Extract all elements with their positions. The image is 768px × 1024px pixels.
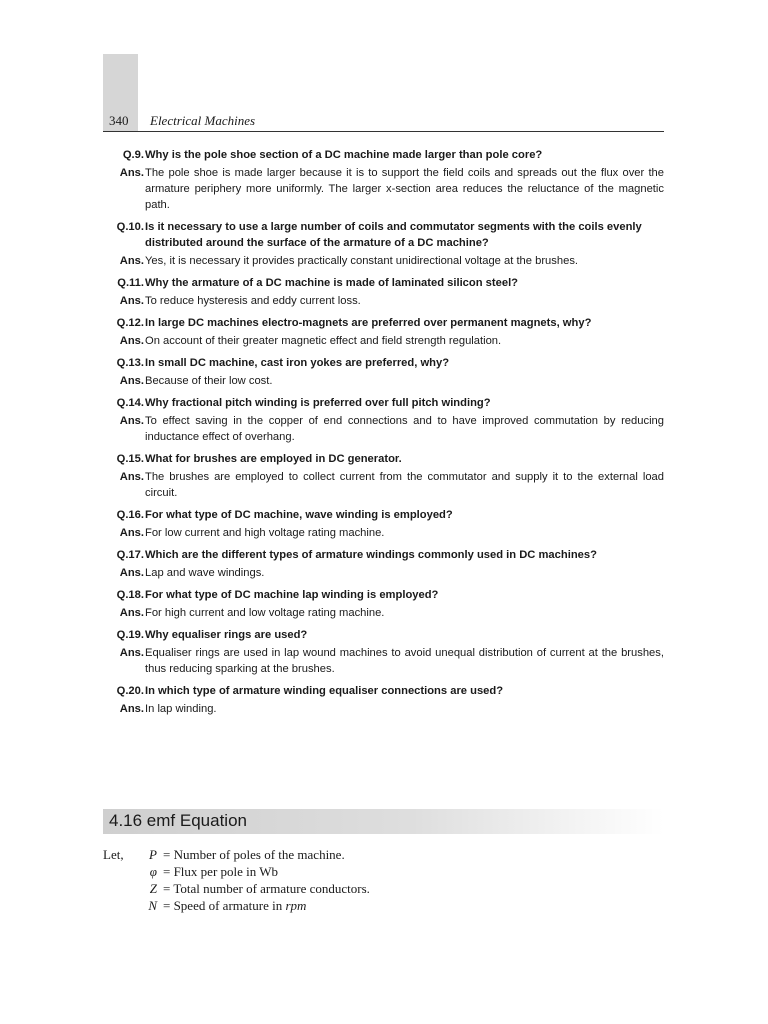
question-number: Q.12. [116, 317, 144, 329]
qa-item [104, 147, 664, 213]
answer-label: Ans. [119, 295, 144, 307]
variable-symbol: P [149, 847, 157, 862]
qa-item [104, 547, 664, 581]
variable-definition [103, 863, 664, 880]
question-text: In large DC machines electro-magnets are preferred over permanent magnets, why? [145, 317, 592, 329]
question-number: Q.17. [116, 549, 144, 561]
emf-variable-definitions [103, 846, 664, 914]
question-text: In small DC machine, cast iron yokes are preferred, why? [145, 357, 450, 369]
answer-label: Ans. [119, 471, 144, 483]
variable-symbol: N [148, 898, 157, 913]
question-number: Q.11. [117, 277, 144, 289]
qa-item [104, 355, 664, 389]
variable-description: = Number of poles of the machine. [163, 847, 345, 862]
answer-text: Because of their low cost. [145, 375, 273, 387]
question-text: Why fractional pitch winding is preferred over full pitch winding? [145, 397, 491, 409]
answer-label: Ans. [119, 415, 144, 427]
answer-label: Ans. [119, 527, 144, 539]
qa-item [104, 683, 664, 717]
question-text: What for brushes are employed in DC generator. [145, 453, 402, 465]
question-number: Q.19. [116, 629, 144, 641]
qa-item [104, 219, 664, 269]
section-title: 4.16 emf Equation [109, 811, 247, 830]
question-number: Q.14. [116, 397, 144, 409]
answer-label: Ans. [119, 375, 144, 387]
answer-label: Ans. [119, 607, 144, 619]
qa-item [104, 451, 664, 501]
question-text: For what type of DC machine lap winding is employed? [145, 589, 439, 601]
answer-text: In lap winding. [145, 703, 217, 715]
answer-label: Ans. [119, 255, 144, 267]
qa-list [104, 147, 664, 723]
variable-definition [103, 846, 664, 863]
answer-label: Ans. [119, 647, 144, 659]
variable-symbol: φ [149, 864, 157, 879]
question-text: Which are the different types of armature windings commonly used in DC machines? [145, 549, 597, 561]
question-number: Q.13. [116, 357, 144, 369]
page-number: 340 [109, 113, 129, 128]
answer-text: For high current and low voltage rating machine. [145, 607, 385, 619]
question-number: Q.16. [116, 509, 144, 521]
answer-label: Ans. [119, 703, 144, 715]
answer-label: Ans. [119, 335, 144, 347]
variable-definition [103, 897, 664, 914]
unit-label: rpm [285, 898, 307, 913]
variable-symbol: Z [149, 881, 157, 896]
question-text: Why equaliser rings are used? [145, 629, 308, 641]
variable-description: = Total number of armature conductors. [163, 881, 370, 896]
answer-text: Yes, it is necessary it provides practically constant unidirectional voltage at the brushes. [145, 255, 579, 267]
answer-text: On account of their greater magnetic effect and field strength regulation. [145, 335, 502, 347]
qa-item [104, 587, 664, 621]
section-heading-bar [103, 809, 664, 834]
question-text: Why is the pole shoe section of a DC machine made larger than pole core? [145, 149, 543, 161]
question-number: Q.18. [116, 589, 144, 601]
answer-text: Equaliser rings are used in lap wound machines to avoid unequal distribution of current at the brushes, thus reducing sparking at the brushes. [145, 647, 664, 675]
answer-text: To reduce hysteresis and eddy current loss. [145, 295, 361, 307]
book-title: Electrical Machines [150, 113, 256, 128]
let-label: Let, [103, 847, 124, 862]
running-header [103, 110, 664, 132]
answer-label: Ans. [119, 167, 144, 179]
question-text: In which type of armature winding equaliser connections are used? [145, 685, 504, 697]
qa-item [104, 507, 664, 541]
answer-text: Lap and wave windings. [145, 567, 265, 579]
question-number: Q.9. [122, 149, 144, 161]
variable-description: = Speed of armature in [163, 898, 286, 913]
qa-item [104, 395, 664, 445]
question-text: Is it necessary to use a large number of coils and commutator segments with the coils evenly distributed around the surface of the armature of a DC machine? [145, 221, 642, 249]
qa-item [104, 627, 664, 677]
question-text: Why the armature of a DC machine is made of laminated silicon steel? [145, 277, 519, 289]
question-number: Q.20. [116, 685, 144, 697]
variable-definition [103, 880, 664, 897]
answer-text: For low current and high voltage rating machine. [145, 527, 385, 539]
question-number: Q.10. [116, 221, 144, 233]
answer-text: The brushes are employed to collect current from the commutator and supply it to the external load circuit. [145, 471, 664, 499]
question-text: For what type of DC machine, wave winding is employed? [145, 509, 453, 521]
qa-item [104, 275, 664, 309]
variable-description: = Flux per pole in Wb [163, 864, 279, 879]
question-number: Q.15. [116, 453, 144, 465]
answer-text: To effect saving in the copper of end connections and to have improved commutation by reducing inductance effect of overhang. [145, 415, 664, 443]
answer-label: Ans. [119, 567, 144, 579]
qa-item [104, 315, 664, 349]
answer-text: The pole shoe is made larger because it is to support the field coils and spreads out the flux over the armature periphery more uniformly. The larger x-section area reduces the reluctance of the magnetic path. [145, 167, 664, 211]
